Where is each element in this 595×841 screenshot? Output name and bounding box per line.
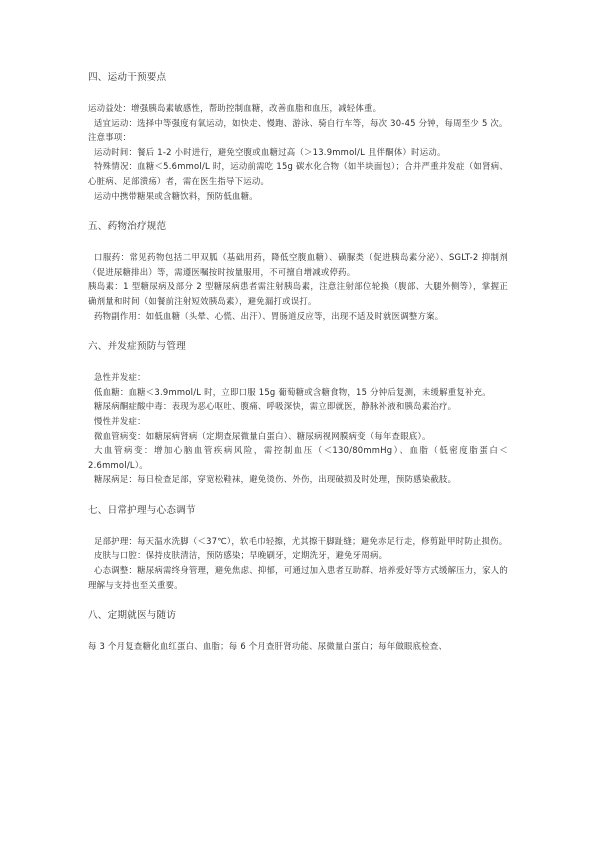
paragraph: 口服药：常见药物包括二甲双胍（基础用药，降低空腹血糖）、磺脲类（促进胰岛素分泌）、SGLT-2 抑制剂（促进尿糖排出）等，需遵医嘱按时按量服用，不可擅自增减或停药。 [88, 252, 508, 277]
paragraph: 低血糖：血糖＜3.9mmol/L 时，立即口服 15g 葡萄糖或含糖食物，15 分钟后复测，未缓解重复补充。 [94, 386, 491, 397]
section-heading: 四、运动干预要点 [88, 72, 167, 83]
paragraph: 皮肤与口腔：保持皮肤清洁，预防感染；早晚刷牙，定期洗牙，避免牙周病。 [94, 550, 388, 561]
paragraph: 注意事项： [88, 132, 132, 143]
paragraph: 足部护理：每天温水洗脚（＜37℃），软毛巾轻擦，尤其擦干脚趾缝；避免赤足行走，修剪趾甲时防止损伤。 [94, 535, 508, 546]
paragraph: 大血管病变：增加心脑血管疾病风险，需控制血压（＜130/80mmHg）、血脂（低密度脂蛋白＜2.6mmol/L）。 [88, 445, 508, 470]
paragraph: 急性并发症： [94, 372, 146, 383]
section-heading: 六、并发症预防与管理 [88, 341, 186, 353]
section-heading: 八、定期就医与随访 [88, 610, 177, 622]
paragraph: 每 3 个月复查糖化血红蛋白、血脂；每 6 个月查肝肾功能、尿微量白蛋白；每年做眼底检查、 [88, 641, 448, 652]
paragraph: 慢性并发症： [94, 415, 146, 426]
paragraph: 糖尿病酮症酸中毒：表现为恶心呕吐、腹痛、呼吸深快，需立即就医，静脉补液和胰岛素治疗。 [94, 401, 457, 412]
paragraph: 运动时间：餐后 1-2 小时进行，避免空腹或血糖过高（＞13.9mmol/L 且伴酮体）时运动。 [94, 146, 446, 157]
section-heading: 五、药物治疗规范 [88, 221, 167, 233]
paragraph: 运动益处：增强胰岛素敏感性，帮助控制血糖，改善血脂和血压，减轻体重。 [88, 103, 382, 113]
paragraph: 适宜运动：选择中等强度有氧运动，如快走、慢跑、游泳、骑自行车等，每次 30-45 分钟，每周至少 5 次。 [94, 117, 508, 128]
paragraph: 运动中携带糖果或含糖饮料，预防低血糖。 [94, 190, 258, 201]
paragraph: 胰岛素：1 型糖尿病及部分 2 型糖尿病患者需注射胰岛素，注意注射部位轮换（腹部、大腿外侧等），掌握正确剂量和时间（如餐前注射短效胰岛素），避免漏打或误打。 [88, 281, 508, 306]
paragraph: 微血管病变：如糖尿病肾病（定期查尿微量白蛋白）、糖尿病视网膜病变（每年查眼底）。 [94, 430, 431, 441]
paragraph: 药物副作用：如低血糖（头晕、心慌、出汗）、胃肠道反应等，出现不适及时就医调整方案。 [94, 310, 444, 321]
paragraph: 特殊情况：血糖＜5.6mmol/L 时，运动前需吃 15g 碳水化合物（如半块面包）；合并严重并发症（如肾病、心脏病、足部溃疡）者，需在医生指导下运动。 [88, 161, 508, 186]
paragraph: 心态调整：糖尿病需终身管理，避免焦虑、抑郁，可通过加入患者互助群、培养爱好等方式缓解压力，家人的理解与支持也至关重要。 [88, 565, 508, 590]
paragraph: 糖尿病足：每日检查足部，穿宽松鞋袜，避免烫伤、外伤，出现破损及时处理，预防感染截肢。 [94, 474, 457, 485]
document-page [88, 71, 508, 654]
section-heading: 七、日常护理与心态调节 [88, 504, 196, 516]
